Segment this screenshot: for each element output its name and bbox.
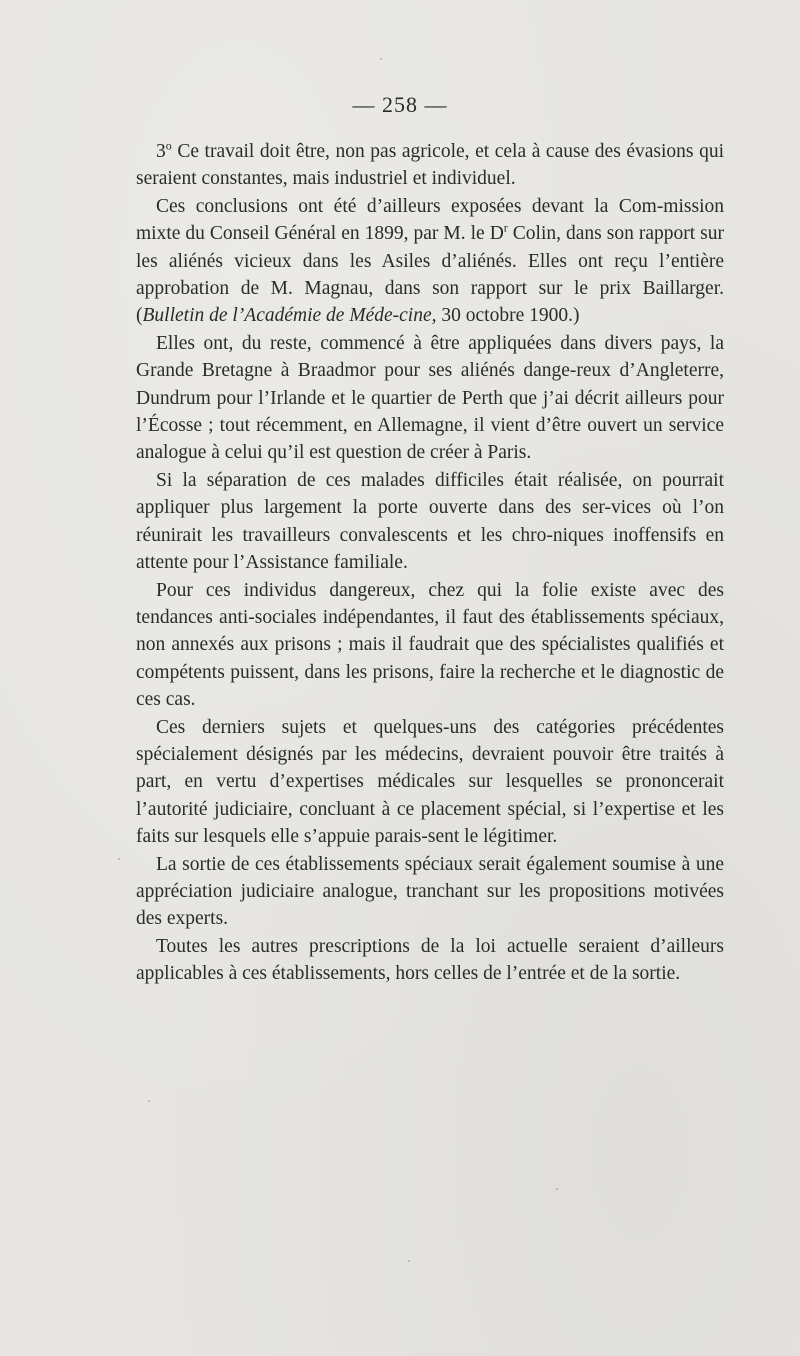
text-run: 30 octobre 1900.) [436,305,580,327]
scan-speck [408,1260,410,1262]
paragraph [136,933,724,988]
paragraph [136,851,724,933]
paragraph [136,577,724,714]
text-run: Ces conclusions ont été d’ailleurs exposées devant la Com-mission mixte du Conseil Général en 1899, par M. le D [136,195,724,245]
text-run: Elles ont, du reste, commencé à être appliquées dans divers pays, la Grande Bretagne à Braadmor pour ses aliénés dange-reux d’Angleterre, Dundrum pour l’Irlande et le quartier de Perth que j’ai décrit ailleurs pour l’Écosse ; tout récemment, en Allemagne, il vient d’être ouvert un service analogue à celui qu’il est question de créer à Paris. [136,332,724,464]
paragraph [136,193,724,330]
paragraph [136,714,724,851]
text-run: La sortie de ces établissements spéciaux serait également soumise à une appréciation judiciaire analogue, tranchant sur les propositions motivées des experts. [136,853,724,930]
text-run: 3 [156,141,166,162]
scan-speck [148,1100,150,1102]
body-text [136,138,724,988]
page-number: — 258 — [352,92,448,117]
text-run: Si la séparation de ces malades difficiles était réalisée, on pourrait appliquer plus largement la porte ouverte dans des ser-vices où l’on réunirait les travailleurs convalescents et les chro-niques inoffensifs en attente pour l’Assistance familiale. [136,469,724,574]
scan-speck [118,858,120,860]
text-run: r [503,220,508,235]
text-run: Bulletin de l’Académie de Méde-cine, [142,305,437,327]
text-run: Ce travail doit être, non pas agricole, et cela à cause des évasions qui seraient constantes, mais industriel et individuel. [136,141,724,190]
paragraph [136,138,724,193]
text-run: Toutes les autres prescriptions de la loi actuelle seraient d’ailleurs applicables à ces établissements, hors celles de l’entrée et de la sortie. [136,935,724,985]
text-run: Pour ces individus dangereux, chez qui la folie existe avec des tendances anti-sociales indépendantes, il faut des établissements spéciaux, non annexés aux prisons ; mais il faudrait que des spécialistes qualifiés et compétents puissent, dans les prisons, faire la recherche et le diagnostic de ces cas. [136,579,724,711]
scan-speck [380,58,382,60]
scan-speck [556,1188,558,1190]
text-run: Colin, dans son rapport sur les aliénés vicieux dans les Asiles d’aliénés. Elles ont reçu l’entière approbation de M. Magnau, dans son rapport sur le prix Baillarger. ( [136,223,724,327]
text-run: o [165,138,172,153]
paragraph [136,330,724,467]
text-run: Ces derniers sujets et quelques-uns des catégories précédentes spécialement désignés par les médecins, devraient pouvoir être traités à part, en vertu d’expertises médicales sur lesquelles se prononcerait l’autorité judiciaire, concluant à ce placement spécial, si l’expertise et les faits sur lesquels elle s’appuie parais-sent le légitimer. [136,716,724,848]
paragraph [136,467,724,577]
